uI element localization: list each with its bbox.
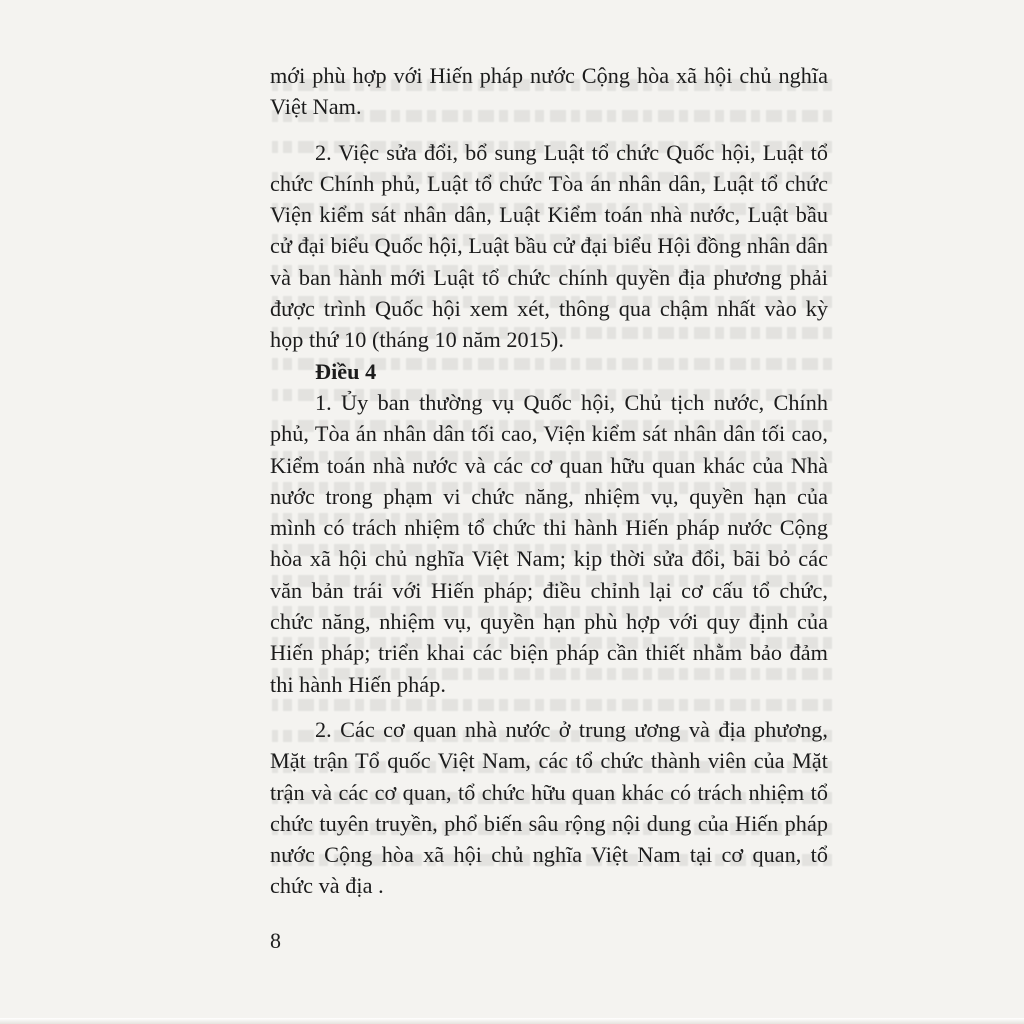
page-number: 8 [270,928,281,953]
continued-paragraph: mới phù hợp với Hiến pháp nước Cộng hòa xã hội chủ nghĩa Việt Nam. [270,63,828,120]
body-text [270,60,828,902]
article-clause-2: 2. Các cơ quan nhà nước ở trung ương và địa phương, Mặt trận Tổ quốc Việt Nam, các tổ chức thành viên của Mặt trận và các cơ quan, tổ chức hữu quan khác có trách nhiệm tổ chức tuyên truyền, phổ biến sâu rộng nội dung của Hiến pháp nước Cộng hòa xã hội chủ nghĩa Việt Nam tại cơ quan, tổ chức và địa . [270,716,828,899]
article-clause-1: 1. Ủy ban thường vụ Quốc hội, Chủ tịch nước, Chính phủ, Tòa án nhân dân tối cao, Viện kiểm sát nhân dân tối cao, Kiểm toán nhà nước và các cơ quan hữu quan khác của Nhà nước trong phạm vi chức năng, nhiệm vụ, quyền hạn của mình có trách nhiệm tổ chức thi hành Hiến pháp nước Cộng hòa xã hội chủ nghĩa Việt Nam; kịp thời sửa đổi, bãi bỏ các văn bản trái với Hiến pháp; điều chỉnh lại cơ cấu tổ chức, chức năng, nhiệm vụ, quyền hạn phù hợp với quy định của Hiến pháp; triển khai các biện pháp cần thiết nhằm bảo đảm thi hành Hiến pháp. [270,389,828,697]
clause-2-paragraph: 2. Việc sửa đổi, bổ sung Luật tổ chức Quốc hội, Luật tổ chức Chính phủ, Luật tổ chức Tòa án nhân dân, Luật tổ chức Viện kiểm sát nhân dân, Luật Kiểm toán nhà nước, Luật bầu cử đại biểu Quốc hội, Luật bầu cử đại biểu Hội đồng nhân dân và ban hành mới Luật tổ chức chính quyền địa phương phải được trình Quốc hội xem xét, thông qua chậm nhất vào kỳ họp thứ 10 (tháng 10 năm 2015). [270,139,828,353]
article-heading: Điều 4 [315,358,377,384]
page-edge [0,1018,1024,1024]
